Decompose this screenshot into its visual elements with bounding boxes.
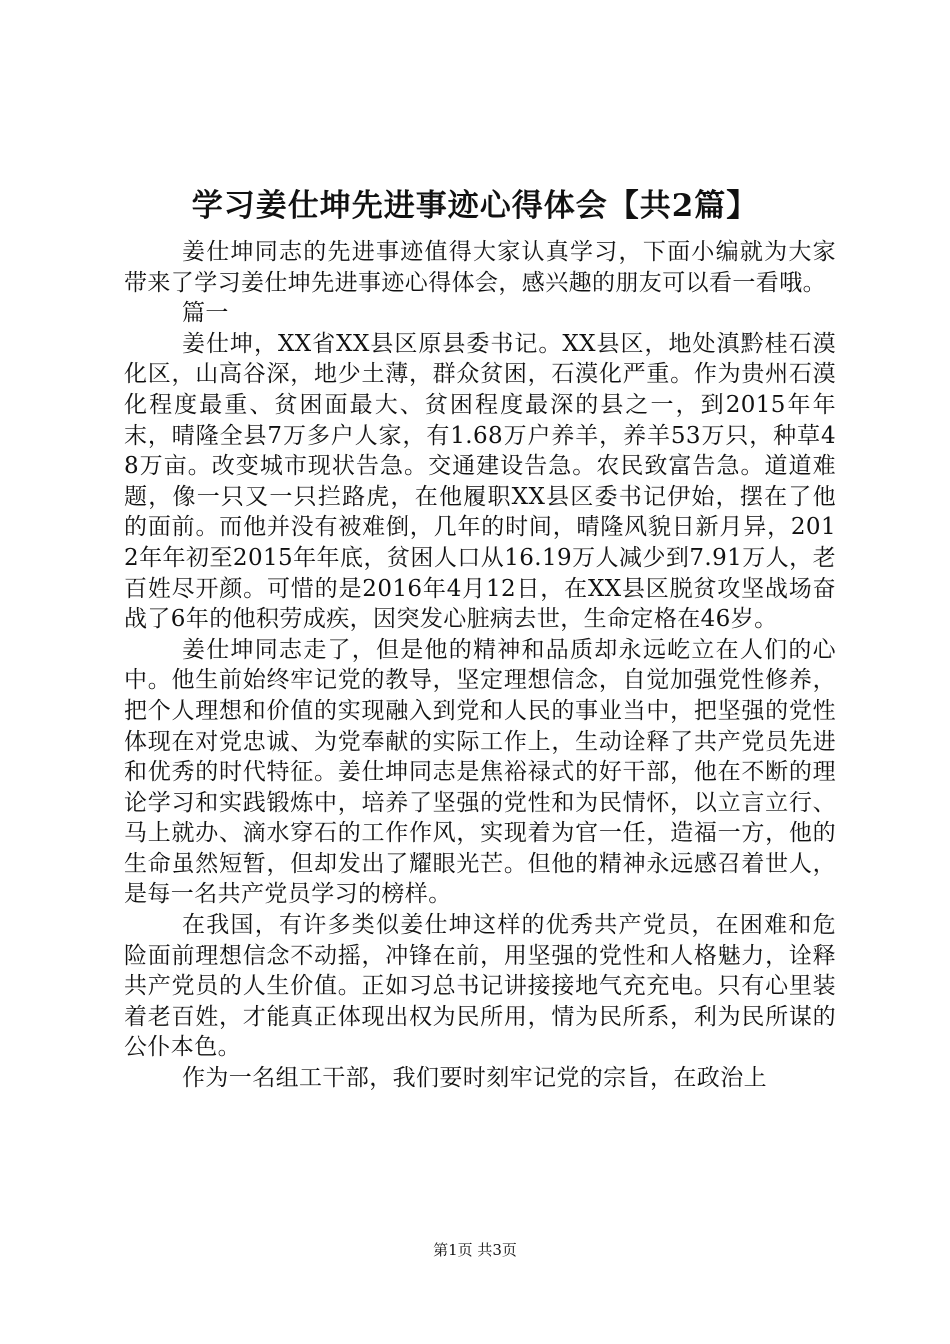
document-title: 学习姜仕坤先进事迹心得体会【共2篇】 bbox=[191, 188, 759, 224]
paragraph-intro: 姜仕坤同志的先进事迹值得大家认真学习，下面小编就为大家带来了学习姜仕坤先进事迹心得体会，感兴趣的朋友可以看一看哦。 bbox=[124, 239, 836, 296]
section-heading-part-one: 篇一 bbox=[182, 300, 229, 327]
document-body bbox=[124, 237, 836, 1094]
paragraph-biography: 姜仕坤，XX省XX县区原县委书记。XX县区，地处滇黔桂石漠化区，山高谷深，地少土薄，群众贫困，石漠化严重。作为贵州石漠化程度最重、贫困面最大、贫困程度最深的县之一，到2015年年末，晴隆全县7万多户人家，有1.68万户养羊，养羊53万只，种草48万亩。改变城市现状告急。交通建设告急。农民致富告急。道道难题，像一只又一只拦路虎，在他履职XX县区委书记伊始，摆在了他的面前。而他并没有被难倒，几年的时间，晴隆风貌日新月异，2012年年初至2015年年底，贫困人口从16.19万人减少到7.91万人，老百姓尽开颜。可惜的是2016年4月12日，在XX县区脱贫攻坚战场奋战了6年的他积劳成疾，因突发心脏病去世，生命定格在46岁。 bbox=[124, 330, 836, 633]
paragraph-spirit: 姜仕坤同志走了，但是他的精神和品质却永远屹立在人们的心中。他生前始终牢记党的教导，坚定理想信念，自觉加强党性修养，把个人理想和价值的实现融入到党和人民的事业当中，把坚强的党性体现在对党忠诚、为党奉献的实际工作上，生动诠释了共产党员先进和优秀的时代特征。姜仕坤同志是焦裕禄式的好干部，他在不断的理论学习和实践锻炼中，培养了坚强的党性和为民情怀，以立言立行、马上就办、滴水穿石的工作作风，实现着为官一任，造福一方，他的生命虽然短暂，但却发出了耀眼光芒。但他的精神永远感召着世人，是每一名共产党员学习的榜样。 bbox=[124, 636, 836, 908]
page-footer: 第1页 共3页 bbox=[433, 1241, 517, 1259]
paragraph-exemplars: 在我国，有许多类似姜仕坤这样的优秀共产党员，在困难和危险面前理想信念不动摇，冲锋在前，用坚强的党性和人格魅力，诠释共产党员的人生价值。正如习总书记讲接接地气充充电。只有心里装着老百姓，才能真正体现出权为民所用，情为民所系，利为民所谋的公仆本色。 bbox=[124, 912, 836, 1061]
paragraph-duty: 作为一名组工干部，我们要时刻牢记党的宗旨，在政治上 bbox=[182, 1065, 767, 1092]
